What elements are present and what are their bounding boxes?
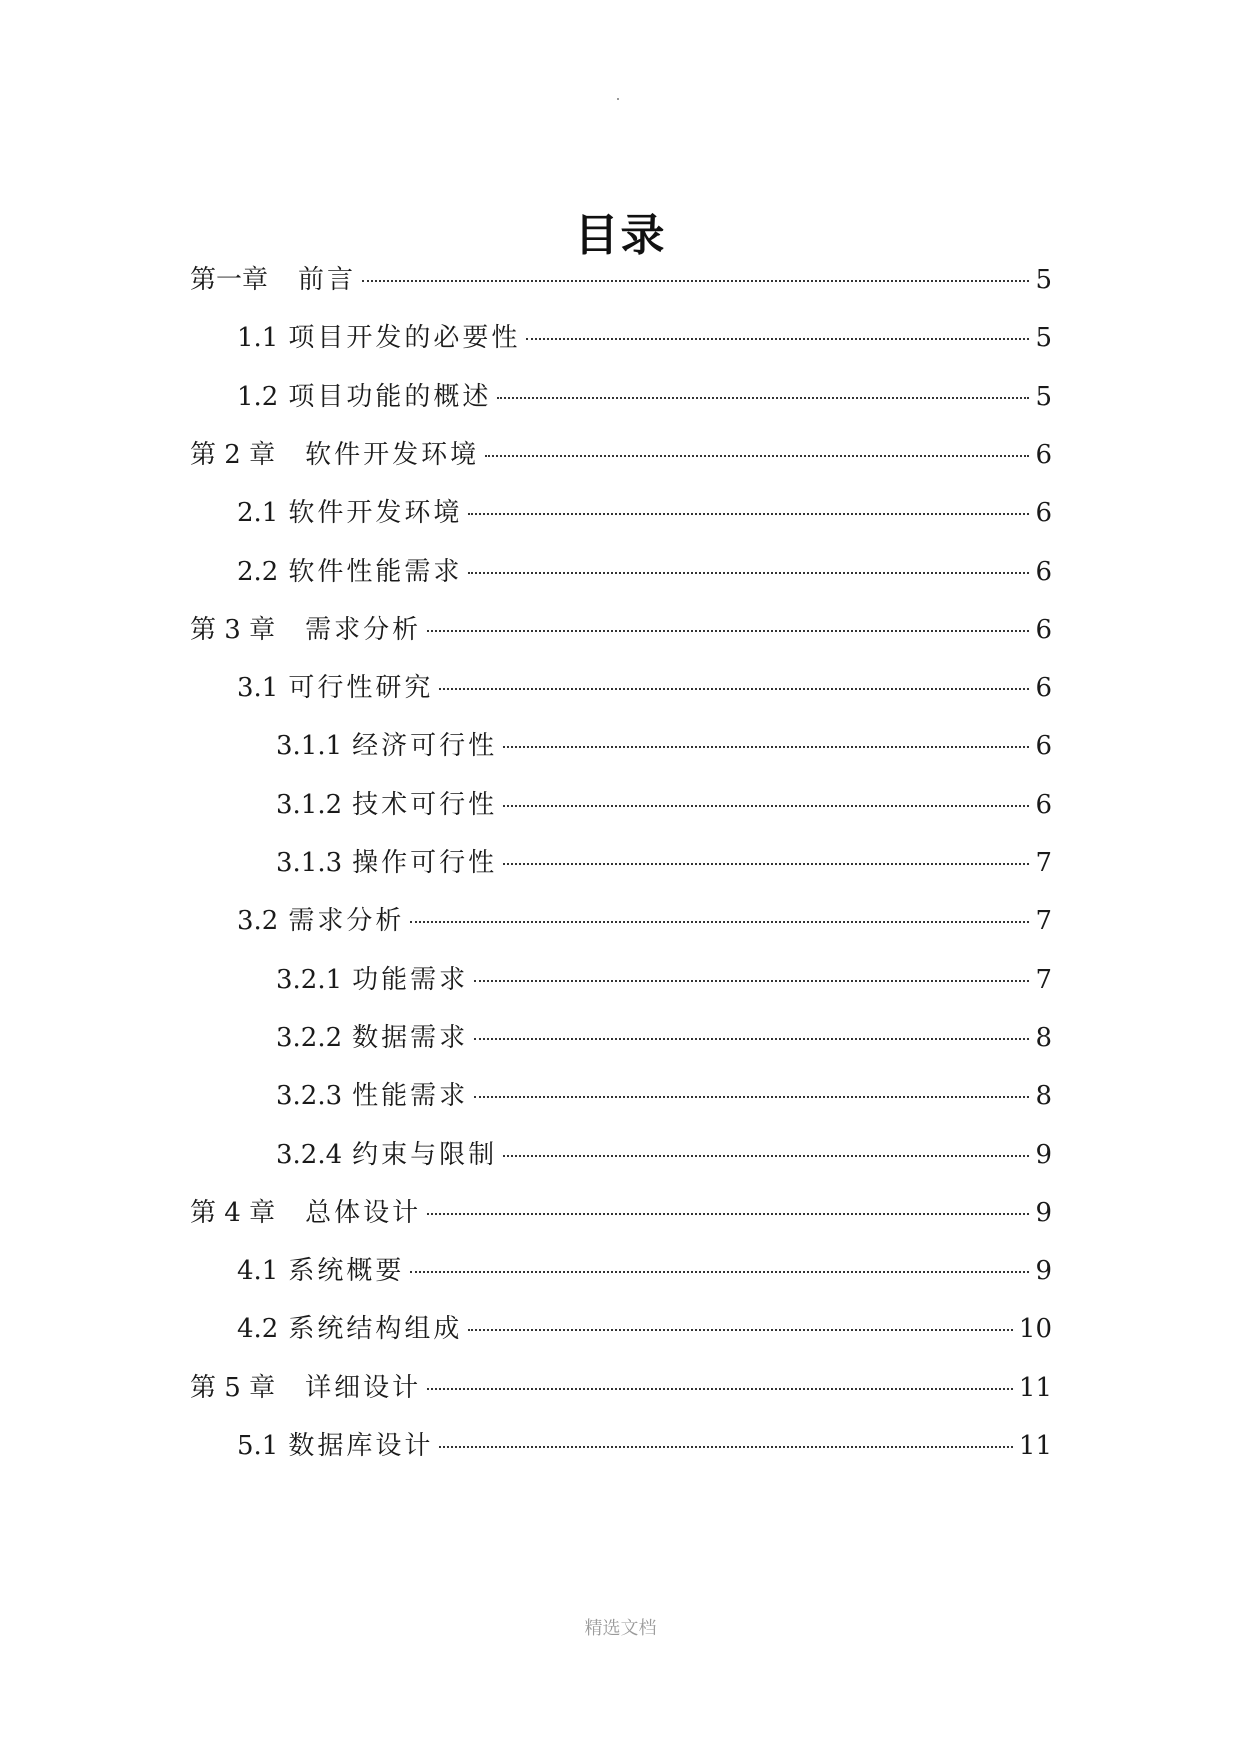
toc-entry[interactable] — [276, 843, 1052, 883]
toc-entry[interactable] — [190, 435, 1052, 475]
toc-entry-number: 3.2.2 — [276, 1023, 343, 1053]
toc-entry-title: 数据需求 — [352, 1023, 469, 1053]
toc-entry[interactable] — [276, 785, 1052, 825]
toc-page-number: 6 — [1035, 731, 1052, 761]
toc-dot-leader — [474, 1096, 1029, 1098]
toc-dot-leader — [410, 921, 1029, 923]
toc-dot-leader — [474, 980, 1029, 982]
toc-entry[interactable] — [237, 901, 1052, 941]
toc-entry-number: 第一章 — [190, 265, 269, 295]
toc-entry-number: 5.1 — [237, 1431, 279, 1461]
toc-entry-title: 系统结构组成 — [288, 1314, 463, 1344]
toc-entry-title: 功能需求 — [352, 965, 469, 995]
toc-entry-label — [237, 1309, 462, 1349]
toc-entry-title: 约束与限制 — [352, 1140, 498, 1170]
toc-entry-number: 3.1.2 — [276, 790, 343, 820]
toc-entry-title: 系统概要 — [288, 1256, 405, 1286]
toc-entry-title: 数据库设计 — [288, 1431, 434, 1461]
toc-dot-leader — [427, 630, 1029, 632]
toc-entry-number: 3.1 — [237, 673, 279, 703]
toc-dot-leader — [485, 455, 1029, 457]
toc-page-number: 5 — [1035, 382, 1052, 412]
toc-page-number: 11 — [1018, 1431, 1052, 1461]
footer-watermark: 精选文档 — [584, 1618, 657, 1639]
toc-entry-title: 技术可行性 — [352, 790, 498, 820]
toc-dot-leader — [410, 1271, 1029, 1273]
toc-page-number: 6 — [1035, 557, 1052, 587]
toc-entry[interactable] — [190, 260, 1052, 300]
toc-dot-leader — [526, 338, 1029, 340]
toc-entry-title: 项目开发的必要性 — [288, 323, 521, 353]
toc-entry-number: 第 5 章 — [190, 1373, 276, 1403]
top-mark — [617, 98, 619, 100]
toc-entry-title: 详细设计 — [305, 1373, 422, 1403]
toc-page-number: 6 — [1035, 498, 1052, 528]
toc-entry[interactable] — [237, 377, 1052, 417]
toc-entry-label — [237, 668, 433, 708]
toc-entry[interactable] — [190, 610, 1052, 650]
toc-entry-number: 3.2.1 — [276, 965, 343, 995]
toc-entry-label — [237, 493, 462, 533]
toc-entry[interactable] — [276, 1135, 1052, 1175]
toc-entry[interactable] — [190, 1193, 1052, 1233]
toc-entry-label — [276, 1076, 468, 1116]
toc-page-number: 6 — [1035, 440, 1052, 470]
toc-entry-label — [190, 1368, 421, 1408]
toc-entry-number: 2.2 — [237, 557, 279, 587]
toc-dot-leader — [503, 805, 1029, 807]
toc-entry-label — [190, 260, 356, 300]
toc-page-number: 7 — [1035, 848, 1052, 878]
toc-page-number: 8 — [1035, 1023, 1052, 1053]
toc-entry[interactable] — [237, 1309, 1052, 1349]
toc-dot-leader — [503, 1155, 1029, 1157]
toc-entry-title: 操作可行性 — [352, 848, 498, 878]
toc-entry-number: 第 4 章 — [190, 1198, 276, 1228]
toc-entry-number: 4.1 — [237, 1256, 279, 1286]
toc-entry-number: 3.1.3 — [276, 848, 343, 878]
toc-page-number: 11 — [1018, 1373, 1052, 1403]
toc-entry-title: 需求分析 — [305, 615, 422, 645]
toc-dot-leader — [427, 1388, 1013, 1390]
toc-entry-label — [237, 1251, 404, 1291]
toc-entry-title: 需求分析 — [288, 906, 405, 936]
toc-entry-label — [190, 435, 479, 475]
toc-dot-leader — [503, 863, 1029, 865]
toc-dot-leader — [468, 572, 1029, 574]
toc-entry[interactable] — [237, 1426, 1052, 1466]
toc-entry-number: 3.2 — [237, 906, 279, 936]
toc-entry-title: 性能需求 — [352, 1081, 469, 1111]
toc-entry-label — [190, 610, 421, 650]
toc-dot-leader — [474, 1038, 1029, 1040]
toc-entry-label — [237, 552, 462, 592]
toc-page-number: 7 — [1035, 965, 1052, 995]
toc-entry-label — [276, 785, 497, 825]
toc-entry-label — [276, 1018, 468, 1058]
toc-page-number: 6 — [1035, 790, 1052, 820]
toc-entry-number: 3.1.1 — [276, 731, 343, 761]
toc-entry-title: 软件开发环境 — [305, 440, 480, 470]
toc-page-number: 7 — [1035, 906, 1052, 936]
toc-entry-number: 1.2 — [237, 382, 279, 412]
toc-entry-title: 总体设计 — [305, 1198, 422, 1228]
toc-page-number: 5 — [1035, 323, 1052, 353]
toc-entry[interactable] — [276, 726, 1052, 766]
toc-entry-label — [237, 377, 491, 417]
toc-entry-title: 软件性能需求 — [288, 557, 463, 587]
toc-entry-number: 3.2.3 — [276, 1081, 343, 1111]
toc-entry-number: 1.1 — [237, 323, 279, 353]
toc-page-number: 6 — [1035, 615, 1052, 645]
toc-entry-title: 经济可行性 — [352, 731, 498, 761]
toc-dot-leader — [439, 688, 1029, 690]
toc-dot-leader — [427, 1213, 1029, 1215]
toc-entry-label — [276, 1135, 497, 1175]
toc-entry-number: 第 3 章 — [190, 615, 276, 645]
toc-page-number: 9 — [1035, 1140, 1052, 1170]
toc-page-number: 6 — [1035, 673, 1052, 703]
toc-dot-leader — [468, 1329, 1013, 1331]
toc-entry-number: 2.1 — [237, 498, 279, 528]
toc-entry-label — [237, 1426, 433, 1466]
toc-page-number: 5 — [1035, 265, 1052, 295]
toc-entry[interactable] — [237, 668, 1052, 708]
toc-entry[interactable] — [237, 493, 1052, 533]
toc-dot-leader — [497, 397, 1029, 399]
toc-entry-label — [276, 960, 468, 1000]
toc-entry[interactable] — [276, 1076, 1052, 1116]
toc-dot-leader — [362, 280, 1029, 282]
toc-entry-number: 4.2 — [237, 1314, 279, 1344]
toc-page-number: 10 — [1018, 1314, 1052, 1344]
page-title: 目录 — [574, 210, 667, 262]
toc-entry[interactable] — [237, 1251, 1052, 1291]
toc-dot-leader — [439, 1446, 1013, 1448]
toc-page-number: 9 — [1035, 1198, 1052, 1228]
toc-entry-number: 3.2.4 — [276, 1140, 343, 1170]
toc-entry[interactable] — [276, 1018, 1052, 1058]
toc-entry[interactable] — [237, 552, 1052, 592]
toc-entry-label — [276, 726, 497, 766]
toc-entry-label — [276, 843, 497, 883]
toc-entry-title: 软件开发环境 — [288, 498, 463, 528]
toc-entry-label — [237, 318, 520, 358]
toc-entry-title: 可行性研究 — [288, 673, 434, 703]
toc-dot-leader — [503, 746, 1029, 748]
toc-entry-label — [237, 901, 404, 941]
toc-entry-title: 前言 — [298, 265, 357, 295]
toc-entry-number: 第 2 章 — [190, 440, 276, 470]
toc-entry-title: 项目功能的概述 — [288, 382, 492, 412]
toc-entry[interactable] — [237, 318, 1052, 358]
toc-page-number: 9 — [1035, 1256, 1052, 1286]
toc-entry-label — [190, 1193, 421, 1233]
toc-entry[interactable] — [190, 1368, 1052, 1408]
toc-dot-leader — [468, 513, 1029, 515]
toc-entry[interactable] — [276, 960, 1052, 1000]
toc-page-number: 8 — [1035, 1081, 1052, 1111]
